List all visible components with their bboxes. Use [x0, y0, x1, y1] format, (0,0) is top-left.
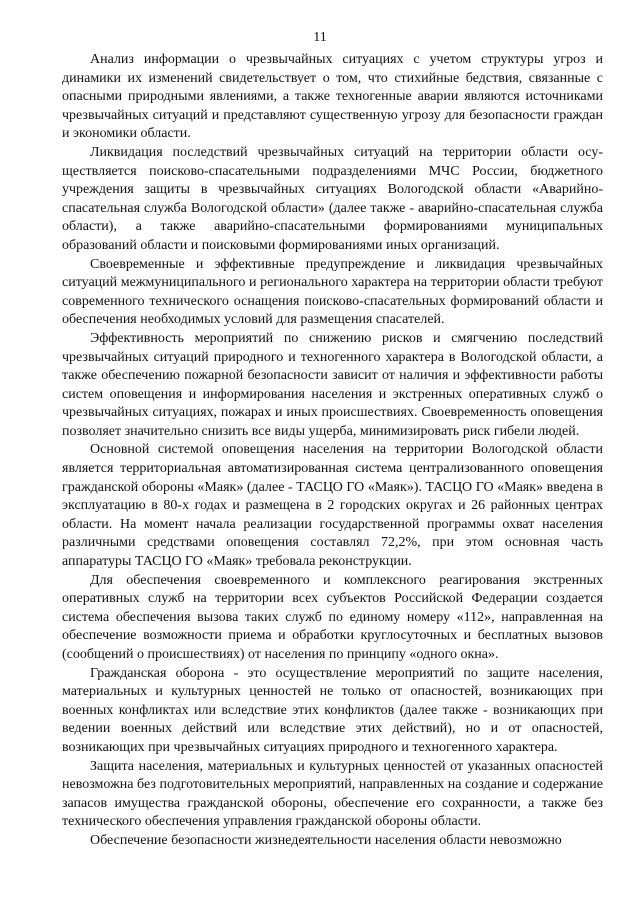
paragraph-112-system: Для обеспечения своевременного и комплексного реагирования экстренных оперативных служб на территории всех субъектов Российской Федерации создается система обеспечения вызова таких служб по единому номеру «112», направленная на обеспечение возможности приема и обработки круглосуточных и бесплатных вызовов (сообщений о происшествиях) от населения по принципу «одного окна».: [62, 572, 603, 662]
paragraph-prevention: Своевременные и эффективные предупреждение и ликвидация чрезвычайных ситуаций межмуниципального и регионального характера на территории области требуют современного технического оснащения поисково-спасательных формирований области и обеспечения необходимых условий для размещения спасателей.: [62, 256, 603, 328]
page-number: 11: [313, 30, 327, 45]
paragraph-protection: Защита населения, материальных и культурных ценностей от указанных опасностей невозможна без подготовительных мероприятий, направленных на создание и содержание запасов имущества гражданской обороны, обеспечение его сохранности, а также без технического обеспечения управления гражданской обороны области.: [62, 758, 603, 830]
paragraph-civil-defense: Гражданская оборона - это осуществление мероприятий по защите населения, материальных и культурных ценностей не только от опасностей, возникающих при военных конфликтах или вследствие этих конфликтов (далее также - возникающих при ведении военных действий или вследствие этих действий), но и от опасностей, возникающих при чрезвычайных ситуациях природного и техногенного характера.: [62, 665, 603, 755]
paragraph-threat-analysis: Анализ информации о чрезвычайных ситуациях с учетом структуры угроз и динамики их изменений свидетельствует о том, что стихийные бедствия, связанные с опасными природными явлениями, а также техногенные аварии являются источниками чрезвычайных ситуаций и представляют существенную угрозу для безопасности граждан и экономики области.: [62, 52, 603, 142]
paragraph-mayak-system: Основной системой оповещения населения на территории Вологодской области является территориальная автоматизированная система централизованного оповещения гражданской обороны «Маяк» (далее - ТАСЦО ГО «Маяк»). ТАСЦО ГО «Маяк» введена в эксплуатацию в 80-х годах и размещена в 2 городских округах и 26 районных центрах области. На момент начала реализации государственной программы охват населения различными средствами оповещения составлял 72,2%, при этом основная часть аппаратуры ТАСЦО ГО «Маяк» требовала реконструкции.: [62, 442, 603, 570]
paragraph-warning-efficiency: Эффективность мероприятий по снижению рисков и смягчению последствий чрезвычайных ситуаций природного и техногенного характера в Вологодской области, а также обеспечению пожарной безопасности зависит от наличия и эффективности работы систем оповещения и информирования населения и экстренных оперативных служб о чрезвычайных ситуациях, пожарах и иных происшествиях. Своевременность оповещения позволяет значительно снизить все виды ущерба, минимизировать риск гибели людей.: [62, 330, 603, 439]
paragraph-safety: Обеспечение безопасности жизнедеятельности населения области невозможно: [90, 832, 562, 848]
body-text: [62, 51, 603, 851]
paragraph-emergency-response: Ликвидация последствий чрезвычайных ситуаций на территории области осуществляется поисково-спасательными подразделениями МЧС России, бюджетного учреждения защиты в чрезвычайных ситуациях Вологодской области «Аварийно-спасательная служба Вологодской области» (далее также - аварийно-спасательная служба области), а также аварийно-спасательными формированиями муниципальных образований области и поисковыми формированиями иных организаций.: [62, 144, 603, 253]
